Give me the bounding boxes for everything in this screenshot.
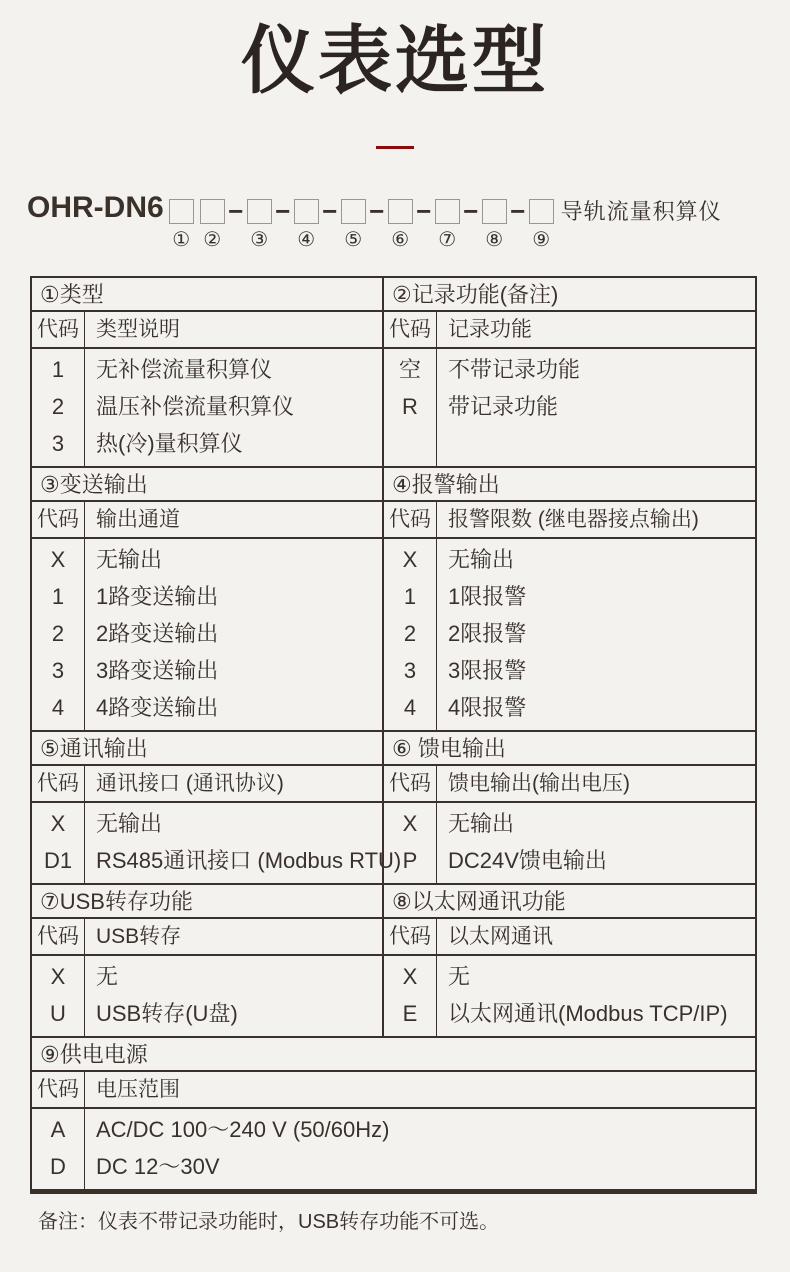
descs-column (85, 956, 382, 1036)
code-cell: 1 (403, 583, 417, 609)
code-cell: 3 (403, 657, 417, 683)
section-6-desc-header: 馈电输出(输出电压) (448, 771, 630, 795)
desc-cell: 无输出 (96, 810, 163, 836)
desc-cell: 无输出 (96, 546, 163, 572)
section-8-desc-header: 以太网通讯 (448, 924, 553, 948)
title-accent-rule (376, 146, 414, 149)
code-cell: A (50, 1116, 66, 1142)
model-position-3: ③ (250, 228, 269, 251)
codes-column (384, 803, 437, 883)
section-7-header (32, 919, 384, 956)
desc-cell: 1限报警 (448, 583, 527, 609)
section-7-title: ⑦USB转存功能 (32, 885, 384, 919)
section-8-title: ⑧以太网通讯功能 (384, 885, 755, 919)
model-separator: − (322, 195, 338, 226)
codes-column (32, 539, 85, 730)
model-position-1: ① (172, 228, 191, 251)
code-cell: X (402, 810, 418, 836)
model-slot-8 (482, 191, 507, 252)
section-4-title: ④报警输出 (384, 468, 755, 502)
desc-cell: 2路变送输出 (96, 620, 219, 646)
code-cell: 空 (398, 356, 421, 382)
desc-cell: 3限报警 (448, 657, 527, 683)
section-5-rows (32, 803, 402, 885)
model-box-3 (247, 199, 272, 224)
code-cell: X (50, 546, 66, 572)
code-cell: 3 (51, 430, 65, 456)
code-cell: D1 (43, 847, 73, 873)
model-box-6 (388, 199, 413, 224)
section-3-header (32, 502, 384, 539)
desc-cell: 以太网通讯(Modbus TCP/IP) (448, 1000, 728, 1026)
section-6-code-header: 代码 (384, 766, 437, 801)
desc-cell: DC 12～30V (96, 1153, 220, 1179)
section-8-rows (384, 956, 755, 1038)
desc-cell: 无输出 (448, 546, 515, 572)
section-1-title: ①类型 (32, 278, 384, 312)
code-cell: X (50, 963, 66, 989)
model-position-8: ⑧ (485, 228, 504, 251)
desc-cell: 带记录功能 (448, 393, 559, 419)
descs-column (437, 349, 755, 466)
descs-column (437, 956, 755, 1036)
section-7-desc-header: USB转存 (96, 924, 182, 948)
descs-column (85, 539, 382, 730)
model-box-5 (341, 199, 366, 224)
model-box-1 (169, 199, 194, 224)
code-cell: 3 (51, 657, 65, 683)
model-slot-7 (435, 191, 460, 252)
model-box-7 (435, 199, 460, 224)
desc-cell: USB转存(U盘) (96, 1000, 238, 1026)
model-code-line (27, 191, 790, 252)
code-cell: 1 (51, 583, 65, 609)
model-slot-2 (200, 191, 225, 252)
section-2-title: ②记录功能(备注) (384, 278, 755, 312)
section-8-header (384, 919, 755, 956)
section-5-desc-header: 通讯接口 (通讯协议) (96, 771, 284, 795)
model-separator: − (463, 195, 479, 226)
code-cell: 2 (403, 620, 417, 646)
section-4-code-header: 代码 (384, 502, 437, 537)
section-7-code-header: 代码 (32, 919, 85, 954)
desc-cell: 2限报警 (448, 620, 527, 646)
descs-column (85, 349, 382, 466)
codes-column (384, 956, 437, 1036)
code-cell: X (402, 963, 418, 989)
section-2-code-header: 代码 (384, 312, 437, 347)
section-5-code-header: 代码 (32, 766, 85, 801)
desc-cell: 4路变送输出 (96, 694, 219, 720)
section-6-title: ⑥ 馈电输出 (384, 732, 755, 766)
model-position-9: ⑨ (532, 228, 551, 251)
code-cell: 1 (51, 356, 65, 382)
codes-column (32, 349, 85, 466)
section-6-rows (384, 803, 755, 885)
codes-column (32, 803, 85, 883)
descs-column (85, 803, 401, 883)
model-slot-4 (294, 191, 319, 252)
model-separator: − (275, 195, 291, 226)
section-3-rows (32, 539, 384, 732)
model-suffix: 导轨流量积算仪 (560, 198, 722, 224)
desc-cell: 1路变送输出 (96, 583, 219, 609)
section-1-code-header: 代码 (32, 312, 85, 347)
section-4-desc-header: 报警限数 (继电器接点输出) (448, 507, 699, 531)
selection-table (30, 276, 757, 1194)
section-5-header (32, 766, 384, 803)
section-9-code-header: 代码 (32, 1072, 85, 1107)
section-8-code-header: 代码 (384, 919, 437, 954)
section-9-rows (32, 1109, 755, 1189)
section-3-title: ③变送输出 (32, 468, 384, 502)
model-slot-1 (169, 191, 194, 252)
model-separator: − (416, 195, 432, 226)
desc-cell: RS485通讯接口 (Modbus RTU) (96, 847, 402, 873)
codes-column (32, 1109, 85, 1189)
section-2-rows (384, 349, 755, 468)
code-cell: E (402, 1000, 418, 1026)
model-position-4: ④ (297, 228, 316, 251)
page-title: 仪表选型 (241, 19, 549, 102)
code-cell: X (50, 810, 66, 836)
model-position-6: ⑥ (391, 228, 410, 251)
model-separator: − (228, 195, 244, 226)
model-box-9 (529, 199, 554, 224)
code-cell: 2 (51, 620, 65, 646)
section-3-code-header: 代码 (32, 502, 85, 537)
section-2-desc-header: 记录功能 (448, 317, 532, 341)
codes-column (32, 956, 85, 1036)
model-slot-5 (341, 191, 366, 252)
desc-cell: 无 (448, 963, 471, 989)
desc-cell: 无输出 (448, 810, 515, 836)
section-7-rows (32, 956, 384, 1038)
model-box-8 (482, 199, 507, 224)
model-separator: − (510, 195, 526, 226)
descs-column (437, 803, 755, 883)
section-2-header (384, 312, 755, 349)
model-slot-9 (529, 191, 554, 252)
footer-note: 备注：仪表不带记录功能时，USB转存功能不可选。 (38, 1210, 500, 1233)
model-position-5: ⑤ (344, 228, 363, 251)
code-cell: X (402, 546, 418, 572)
model-separator: − (369, 195, 385, 226)
desc-cell: 无 (96, 963, 119, 989)
section-5-title: ⑤通讯输出 (32, 732, 384, 766)
section-4-header (384, 502, 755, 539)
model-box-4 (294, 199, 319, 224)
code-cell: 4 (51, 694, 65, 720)
section-9-title: ⑨供电电源 (32, 1038, 755, 1072)
section-1-header (32, 312, 384, 349)
model-slot-6 (388, 191, 413, 252)
desc-cell: 无补偿流量积算仪 (96, 356, 273, 382)
descs-column (85, 1109, 755, 1189)
code-cell: P (402, 847, 418, 873)
section-3-desc-header: 输出通道 (96, 507, 180, 531)
codes-column (384, 349, 437, 466)
desc-cell: 热(冷)量积算仪 (96, 430, 243, 456)
code-cell: 4 (403, 694, 417, 720)
model-prefix: OHR-DN6 (27, 190, 164, 224)
desc-cell: AC/DC 100～240 V (50/60Hz) (96, 1116, 390, 1142)
section-1-rows (32, 349, 384, 468)
code-cell: R (402, 393, 418, 419)
section-4-rows (384, 539, 755, 732)
model-position-2: ② (203, 228, 222, 251)
codes-column (384, 539, 437, 730)
section-1-desc-header: 类型说明 (96, 317, 180, 341)
model-position-7: ⑦ (438, 228, 457, 251)
desc-cell: 4限报警 (448, 694, 527, 720)
model-box-2 (200, 199, 225, 224)
desc-cell: DC24V馈电输出 (448, 847, 607, 873)
desc-cell: 不带记录功能 (448, 356, 581, 382)
code-cell: 2 (51, 393, 65, 419)
desc-cell: 温压补偿流量积算仪 (96, 393, 295, 419)
code-cell: D (50, 1153, 66, 1179)
model-slot-3 (247, 191, 272, 252)
section-9-desc-header: 电压范围 (96, 1077, 180, 1101)
descs-column (437, 539, 755, 730)
desc-cell: 3路变送输出 (96, 657, 219, 683)
section-6-header (384, 766, 755, 803)
code-cell: U (50, 1000, 66, 1026)
section-9-header (32, 1072, 755, 1109)
